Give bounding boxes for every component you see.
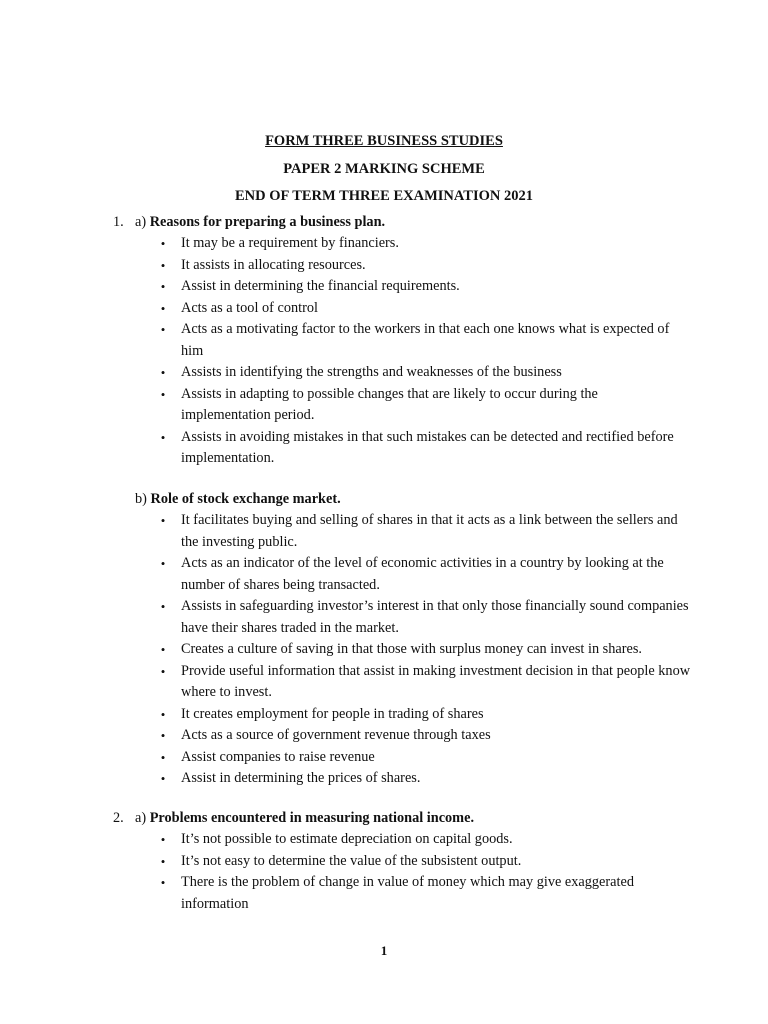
bullet-icon: • [160,556,166,571]
title-subject: FORM THREE BUSINESS STUDIES [265,133,503,149]
question-number: 2. [113,810,124,826]
point-text: There is the problem of change in value of money which may give exaggerated information [181,874,634,912]
list-item [113,255,683,277]
question-title: Role of stock exchange market. [150,491,341,507]
point-text: It’s not possible to estimate depreciation on capital goods. [181,831,513,847]
point-text: Assist companies to raise revenue [181,748,375,765]
point-text: It facilitates buying and selling of shares in that it acts as a link between the sellers and the investing public. [181,512,678,550]
bullet-icon: • [160,875,166,890]
point-text: Acts as an indicator of the level of economic activities in a country by looking at the number of shares being transacted. [181,555,664,593]
sub-label: a) [135,214,147,230]
list-item [113,829,683,851]
point-text: It’s not easy to determine the value of the subsistent output. [181,852,522,869]
list-item [113,276,683,298]
bullet-icon: • [160,513,166,528]
list-item [113,298,683,320]
point-text: Acts as a motivating factor to the workers in that each one knows what is expected of him [181,321,670,359]
question-2a-heading [113,808,683,829]
sub-label: a) [135,810,147,826]
list-item [113,427,683,470]
bullet-icon: • [160,853,166,869]
title-paper: PAPER 2 MARKING SCHEME [283,160,485,177]
list-item [113,319,683,362]
page-number: 1 [380,943,388,958]
question-1 [113,212,683,470]
question-1b [135,489,695,790]
bullet-icon: • [160,279,166,294]
point-text: Assists in adapting to possible changes that are likely to occur during the implementation period. [181,385,598,423]
bullet-icon: • [160,599,166,614]
bullet-icon: • [160,706,166,722]
document-header [0,131,768,214]
list-item [135,704,695,726]
list-item [113,872,683,915]
question-title: Problems encountered in measuring national income. [149,810,475,826]
bullet-icon: • [160,429,166,445]
bullet-icon: • [160,322,166,337]
question-2 [113,808,683,915]
question-number: 1. [113,214,124,230]
point-text: Assist in determining the prices of shares. [181,770,421,786]
list-item [135,747,695,769]
bullet-icon: • [160,236,166,251]
bullet-icon: • [160,257,166,273]
bullet-icon: • [160,300,166,316]
question-1b-heading [135,489,695,510]
list-item [135,768,695,790]
question-1a-heading [113,212,683,233]
bullet-list-1b [135,510,695,790]
point-text: Assists in identifying the strengths and weaknesses of the business [181,364,562,380]
bullet-icon: • [160,771,166,786]
list-item [113,362,683,384]
point-text: It may be a requirement by financiers. [181,235,399,251]
bullet-icon: • [160,365,166,380]
title-exam: END OF TERM THREE EXAMINATION 2021 [235,188,533,204]
list-item [135,510,695,553]
bullet-icon: • [160,386,166,402]
list-item [135,553,695,596]
bullet-icon: • [160,728,166,743]
sub-label: b) [135,491,147,507]
bullet-icon: • [160,749,166,765]
point-text: Assists in safeguarding investor’s interest in that only those financially sound companies have their shares traded in the market. [181,598,689,636]
point-text: Acts as a tool of control [181,299,318,316]
bullet-icon: • [160,663,166,679]
list-item [135,725,695,747]
point-text: Acts as a source of government revenue through taxes [181,727,491,743]
point-text: Assists in avoiding mistakes in that such mistakes can be detected and rectified before implementation. [181,428,674,466]
bullet-icon: • [160,642,166,657]
point-text: Assist in determining the financial requirements. [181,278,460,294]
bullet-list-2a [113,829,683,915]
list-item [113,233,683,255]
list-item [135,639,695,661]
question-title: Reasons for preparing a business plan. [149,214,386,230]
bullet-list-1a [113,233,683,470]
list-item [135,596,695,639]
list-item [113,384,683,427]
list-item [135,661,695,704]
bullet-icon: • [160,832,166,847]
point-text: Provide useful information that assist in making investment decision in that people know where to invest. [181,662,691,700]
point-text: Creates a culture of saving in that those with surplus money can invest in shares. [181,641,642,657]
point-text: It creates employment for people in trading of shares [181,705,484,722]
list-item [113,851,683,873]
point-text: It assists in allocating resources. [181,256,366,273]
